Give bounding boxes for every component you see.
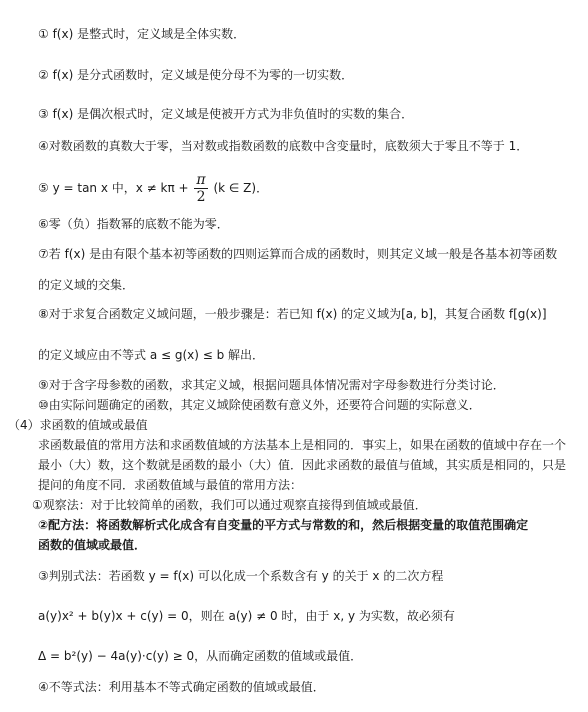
rule-7-continued: 的定义域的交集． [38,278,135,292]
rule-8-continued: 的定义域应由不等式 a ≤ g(x) ≤ b 解出． [38,348,265,362]
method-2-completing-square: ②配方法：将函数解析式化成含有自变量的平方式与常数的和，然后根据变量的取值范围确定 [38,518,529,532]
discriminant-condition: Δ = b²(y) − 4a(y)·c(y) ≥ 0，从而确定函数的值域或最值． [38,649,363,663]
method-1-observation: ①观察法：对于比较简单的函数，我们可以通过观察直接得到值域或最值． [32,498,427,512]
paragraph-line-3: 提问的角度不同．求函数值域与最值的常用方法： [38,478,303,492]
rule-6-zero-power: ⑥零（负）指数幂的底数不能为零． [38,217,229,231]
section-heading-range: （4）求函数的值域或最值 [8,418,148,432]
quadratic-equation: a(y)x² + b(y)x + c(y) = 0，则在 a(y) ≠ 0 时，由于 x, y 为实数，故必须有 [38,609,455,623]
rule-2-fraction: ② f(x) 是分式函数时，定义域是使分母不为零的一切实数． [38,68,354,82]
paragraph-line-1: 求函数最值的常用方法和求函数值域的方法基本上是相同的．事实上，如果在函数的值域中存在一个 [38,438,567,452]
method-3-discriminant: ③判别式法：若函数 y = f(x) 可以化成一个系数含有 y 的关于 x 的二次方程 [38,569,444,583]
rule-5-tangent [38,172,268,205]
rule-9-parameters: ⑨对于含字母参数的函数，求其定义域，根据问题具体情况需对字母参数进行分类讨论． [38,378,505,392]
rule-3-even-root: ③ f(x) 是偶次根式时，定义域是使被开方式为非负值时的实数的集合． [38,107,414,121]
rule-5-text-a: ⑤ y = tan x 中，x ≠ kπ + [38,181,189,196]
rule-10-practical: ⑩由实际问题确定的函数，其定义域除使函数有意义外，还要符合问题的实际意义． [38,398,481,412]
rule-5-text-b: (k ∈ Z)． [213,181,269,196]
fraction-numerator: π [196,172,206,188]
rule-7-composite: ⑦若 f(x) 是由有限个基本初等函数的四则运算而合成的函数时，则其定义域一般是各基本初等函数 [38,247,558,261]
rule-1-polynomial: ① f(x) 是整式时，定义域是全体实数． [38,27,246,41]
method-4-inequality: ④不等式法：利用基本不等式确定函数的值域或最值． [38,680,325,694]
rule-8-composite-domain: ⑧对于求复合函数定义域问题，一般步骤是：若已知 f(x) 的定义域为[a, b]，其复合函数 f[g(x)] [38,307,547,321]
paragraph-line-2: 最小（大）数，这个数就是函数的最小（大）值．因此求函数的最值与值域，其实质是相同的，只是 [38,458,567,472]
fraction-denominator: 2 [196,189,206,206]
rule-4-logarithm: ④对数函数的真数大于零，当对数或指数函数的底数中含变量时，底数须大于零且不等于 1． [38,139,529,153]
method-2-continued: 函数的值域或最值． [38,538,147,552]
pi-over-2-fraction [194,172,207,205]
